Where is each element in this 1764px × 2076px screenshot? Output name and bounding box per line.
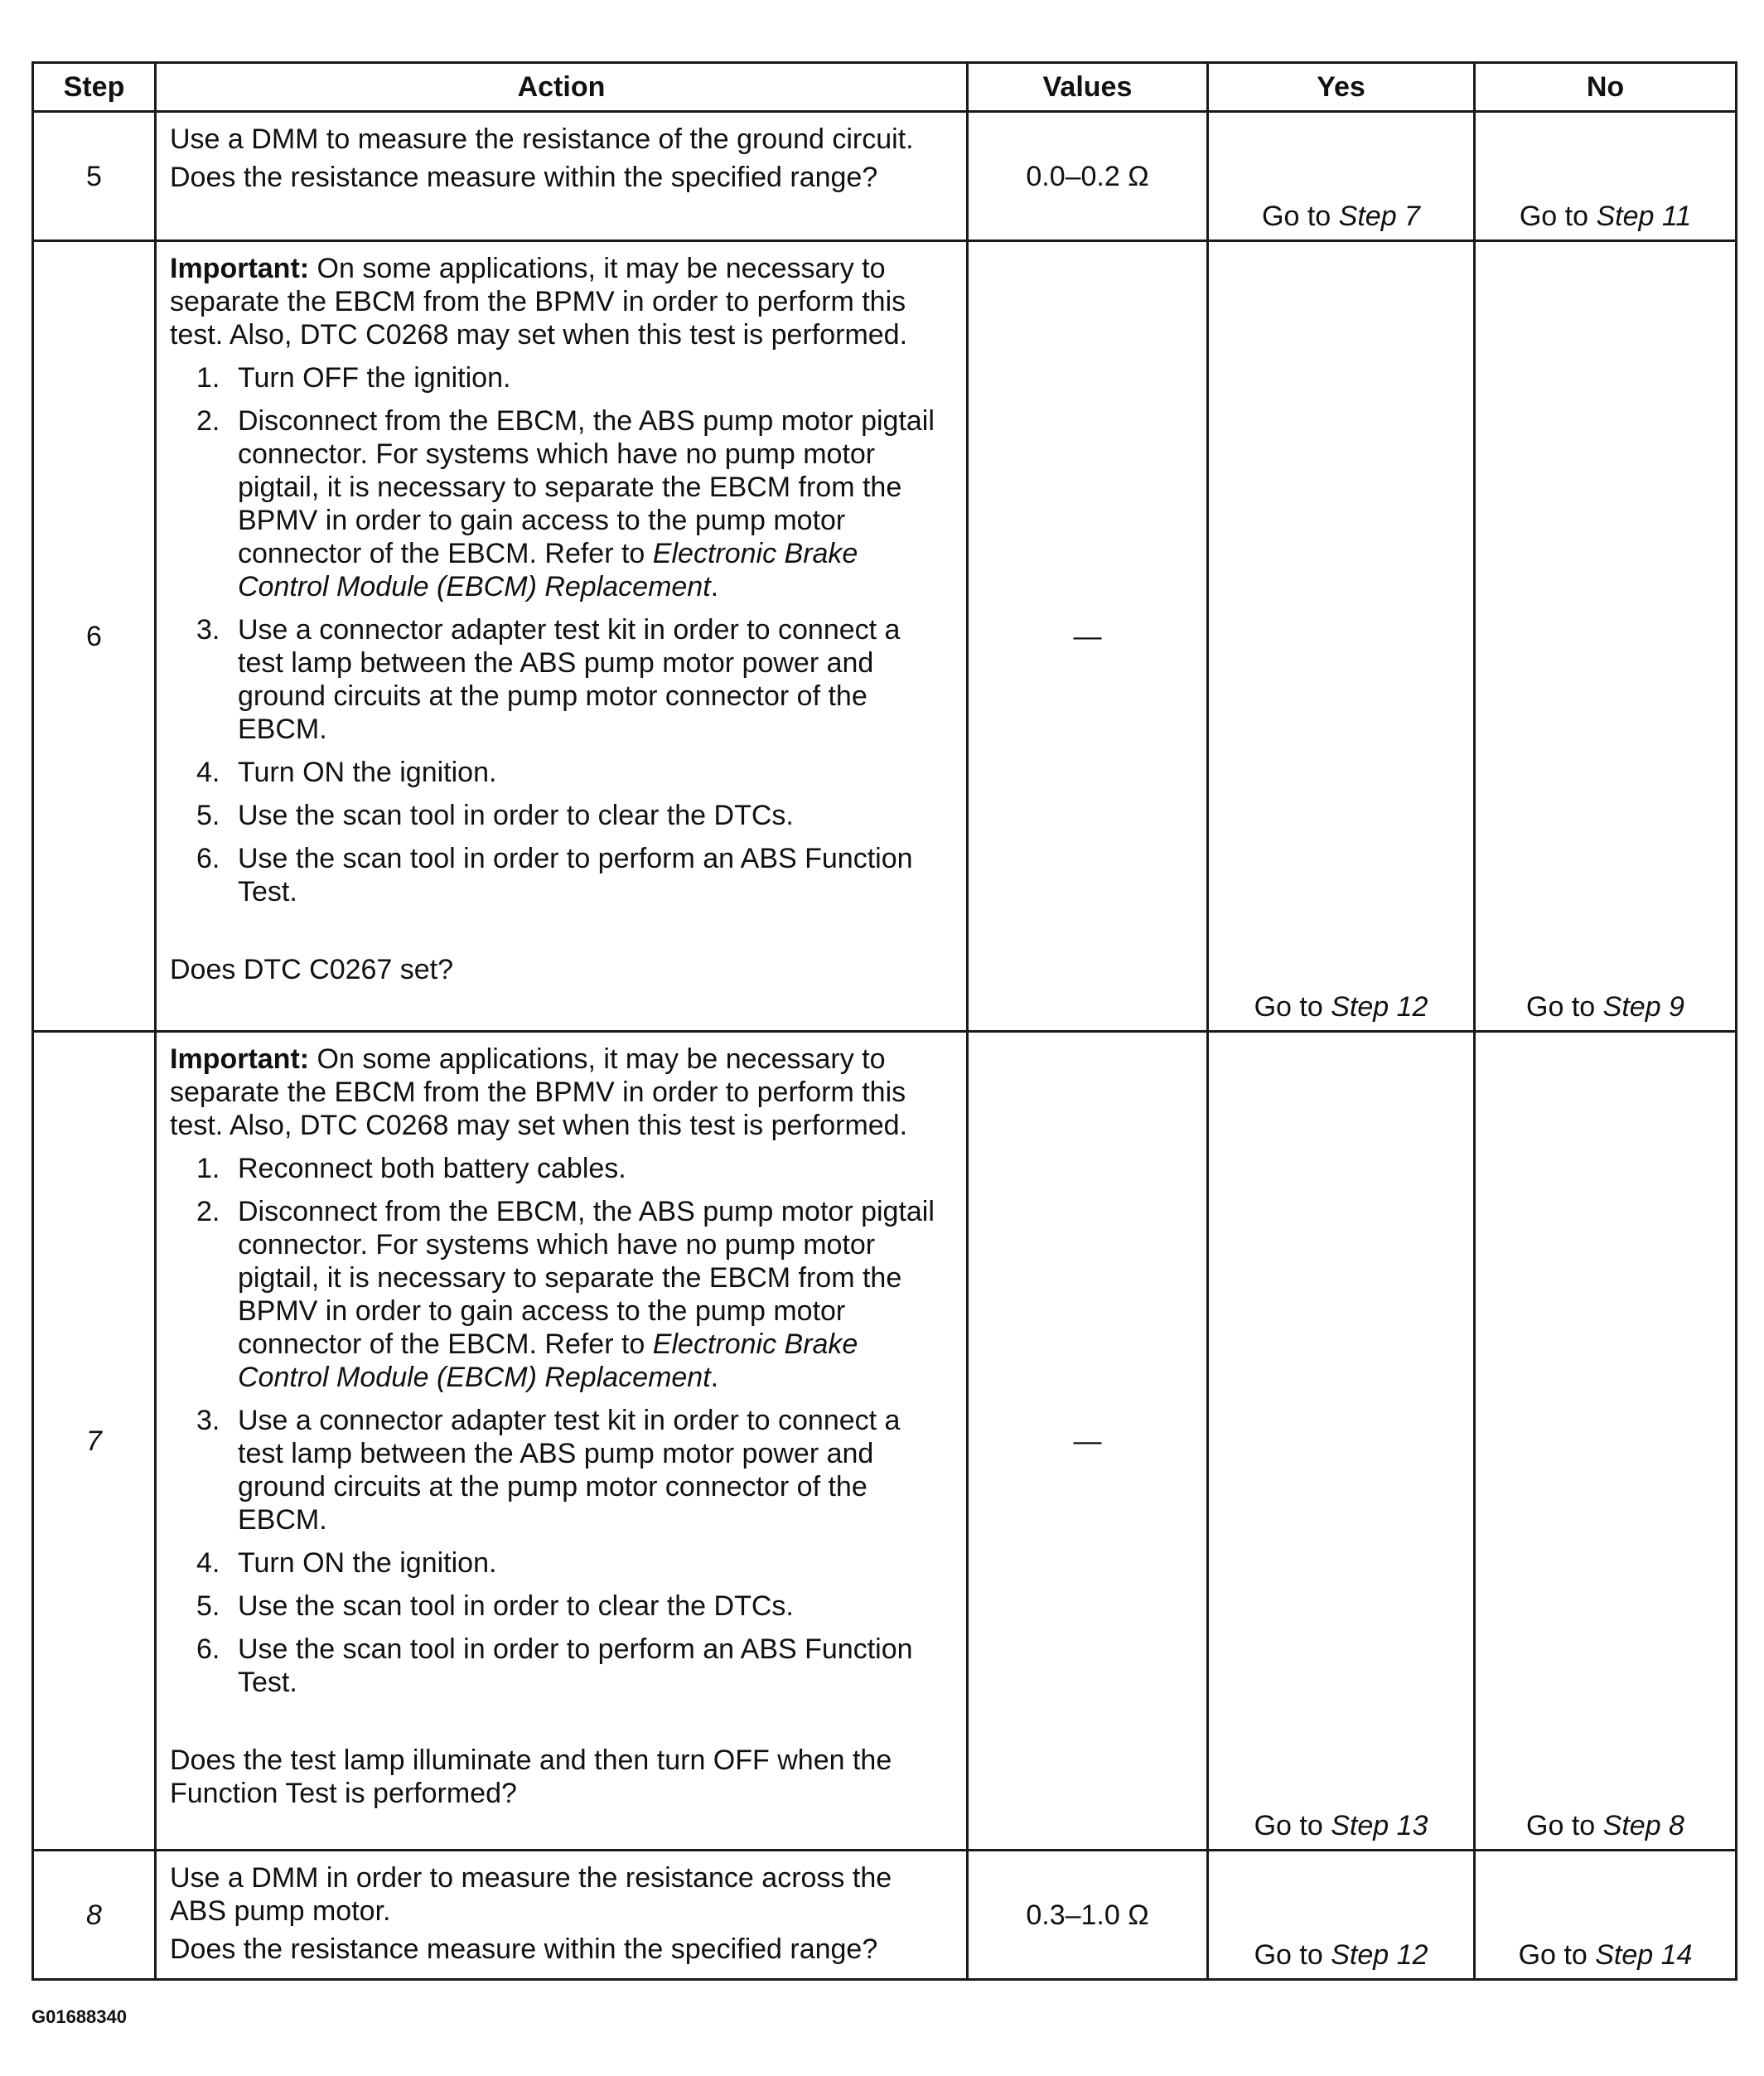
step-number: 5 (33, 112, 156, 241)
yes-cell (1208, 112, 1475, 241)
item-tail: . (710, 571, 719, 602)
header-step: Step (33, 63, 156, 112)
yes-prefix: Go to (1254, 1939, 1323, 1971)
action-cell (156, 1032, 968, 1851)
item-text: Use the scan tool in order to perform an ABS Function Test. (238, 843, 913, 907)
step-number: 8 (33, 1851, 156, 1980)
table-row-step-8 (33, 1851, 1737, 1980)
header-no: No (1475, 63, 1737, 112)
no-prefix: Go to (1526, 1810, 1596, 1841)
item-number: 3. (196, 614, 220, 646)
yes-cell (1208, 241, 1475, 1032)
step-number: 6 (33, 241, 156, 1032)
values-cell: — (968, 241, 1208, 1032)
yes-step-link[interactable]: Step 7 (1338, 201, 1420, 232)
header-values: Values (968, 63, 1208, 112)
step-number: 7 (33, 1032, 156, 1851)
item-tail: . (710, 1362, 719, 1393)
item-number: 4. (196, 1547, 220, 1579)
no-prefix: Go to (1518, 1939, 1588, 1971)
no-prefix: Go to (1526, 991, 1596, 1023)
no-step-link[interactable]: Step 8 (1602, 1810, 1684, 1841)
yes-step-link[interactable]: Step 12 (1331, 1939, 1428, 1971)
list-item (170, 756, 953, 789)
list-item (170, 1590, 953, 1623)
item-text: Disconnect from the EBCM, the ABS pump motor pigtail connector. For systems which have no pump motor pigtail, it is necessary to separate the EBCM from the BPMV in order to gain access to the pump motor connector of the EBCM. Refer to (238, 1196, 935, 1360)
figure-id: G01688340 (31, 2006, 127, 2027)
item-text: Reconnect both battery cables. (238, 1153, 626, 1184)
important-text: On some applications, it may be necessary to separate the EBCM from the BPMV in order to perform this test. Also, DTC C0268 may set when this test is performed. (170, 253, 908, 351)
list-item (170, 1633, 953, 1699)
item-number: 6. (196, 1633, 220, 1665)
important-note (170, 1043, 953, 1142)
no-cell (1475, 1032, 1737, 1851)
action-cell (156, 1851, 968, 1980)
procedure-list (170, 1152, 953, 1699)
action-question: Does the test lamp illuminate and then turn OFF when the Function Test is performed? (170, 1745, 892, 1809)
action-question: Does the resistance measure within the specified range? (170, 1933, 878, 1965)
item-number: 3. (196, 1405, 220, 1436)
header-yes: Yes (1208, 63, 1475, 112)
action-text: Use a DMM to measure the resistance of the ground circuit. (170, 123, 914, 155)
list-item (170, 1404, 953, 1536)
item-text: Turn ON the ignition. (238, 757, 497, 788)
item-number: 5. (196, 800, 220, 831)
item-number: 1. (196, 1153, 220, 1184)
no-cell (1475, 1851, 1737, 1980)
list-item (170, 404, 953, 603)
no-cell (1475, 112, 1737, 241)
list-item (170, 799, 953, 832)
table-row-step-7 (33, 1032, 1737, 1851)
yes-prefix: Go to (1254, 991, 1323, 1023)
list-item (170, 1546, 953, 1580)
list-item (170, 842, 953, 908)
yes-step-link[interactable]: Step 13 (1331, 1810, 1428, 1841)
important-note (170, 252, 953, 351)
procedure-list (170, 361, 953, 908)
item-number: 2. (196, 405, 220, 437)
yes-cell (1208, 1851, 1475, 1980)
item-text: Use the scan tool in order to clear the DTCs. (238, 1590, 794, 1622)
item-text: Disconnect from the EBCM, the ABS pump motor pigtail connector. For systems which have no pump motor pigtail, it is necessary to separate the EBCM from the BPMV in order to gain access to the pump motor connector of the EBCM. Refer to (238, 405, 935, 569)
action-cell (156, 241, 968, 1032)
list-item (170, 1152, 953, 1185)
item-text: Use the scan tool in order to perform an ABS Function Test. (238, 1633, 913, 1698)
list-item (170, 1195, 953, 1394)
reference-link[interactable]: Electronic Brake Control Module (EBCM) Replacement (238, 1328, 858, 1393)
important-text: On some applications, it may be necessary to separate the EBCM from the BPMV in order to perform this test. Also, DTC C0268 may set when this test is performed. (170, 1043, 908, 1141)
important-label: Important: (170, 1043, 310, 1075)
item-text: Turn OFF the ignition. (238, 362, 511, 394)
header-action: Action (156, 63, 968, 112)
item-text: Use the scan tool in order to clear the DTCs. (238, 800, 794, 831)
no-step-link[interactable]: Step 14 (1595, 1939, 1693, 1971)
no-cell (1475, 241, 1737, 1032)
values-cell: — (968, 1032, 1208, 1851)
diagnostic-table (31, 61, 1737, 1981)
header-row (33, 63, 1737, 112)
list-item (170, 613, 953, 746)
action-cell (156, 112, 968, 241)
item-text: Use a connector adapter test kit in order to connect a test lamp between the ABS pump motor power and ground circuits at the pump motor connector of the EBCM. (238, 1405, 901, 1536)
yes-prefix: Go to (1254, 1810, 1323, 1841)
reference-link[interactable]: Electronic Brake Control Module (EBCM) Replacement (238, 538, 858, 602)
item-number: 4. (196, 757, 220, 788)
item-text: Use a connector adapter test kit in order to connect a test lamp between the ABS pump motor power and ground circuits at the pump motor connector of the EBCM. (238, 614, 901, 745)
yes-cell (1208, 1032, 1475, 1851)
action-question: Does DTC C0267 set? (170, 954, 454, 985)
item-number: 2. (196, 1196, 220, 1227)
yes-prefix: Go to (1262, 201, 1331, 232)
action-text: Use a DMM in order to measure the resistance across the ABS pump motor. (170, 1862, 892, 1927)
values-cell: 0.3–1.0 Ω (968, 1851, 1208, 1980)
table-row-step-6 (33, 241, 1737, 1032)
item-number: 6. (196, 843, 220, 874)
no-step-link[interactable]: Step 9 (1602, 991, 1684, 1023)
yes-step-link[interactable]: Step 12 (1331, 991, 1428, 1023)
important-label: Important: (170, 253, 310, 284)
item-number: 1. (196, 362, 220, 394)
no-step-link[interactable]: Step 11 (1596, 201, 1692, 232)
item-text: Turn ON the ignition. (238, 1547, 497, 1579)
list-item (170, 361, 953, 394)
values-cell: 0.0–0.2 Ω (968, 112, 1208, 241)
action-question: Does the resistance measure within the specified range? (170, 162, 878, 193)
table-row-step-5 (33, 112, 1737, 241)
no-prefix: Go to (1519, 201, 1589, 232)
item-number: 5. (196, 1590, 220, 1622)
